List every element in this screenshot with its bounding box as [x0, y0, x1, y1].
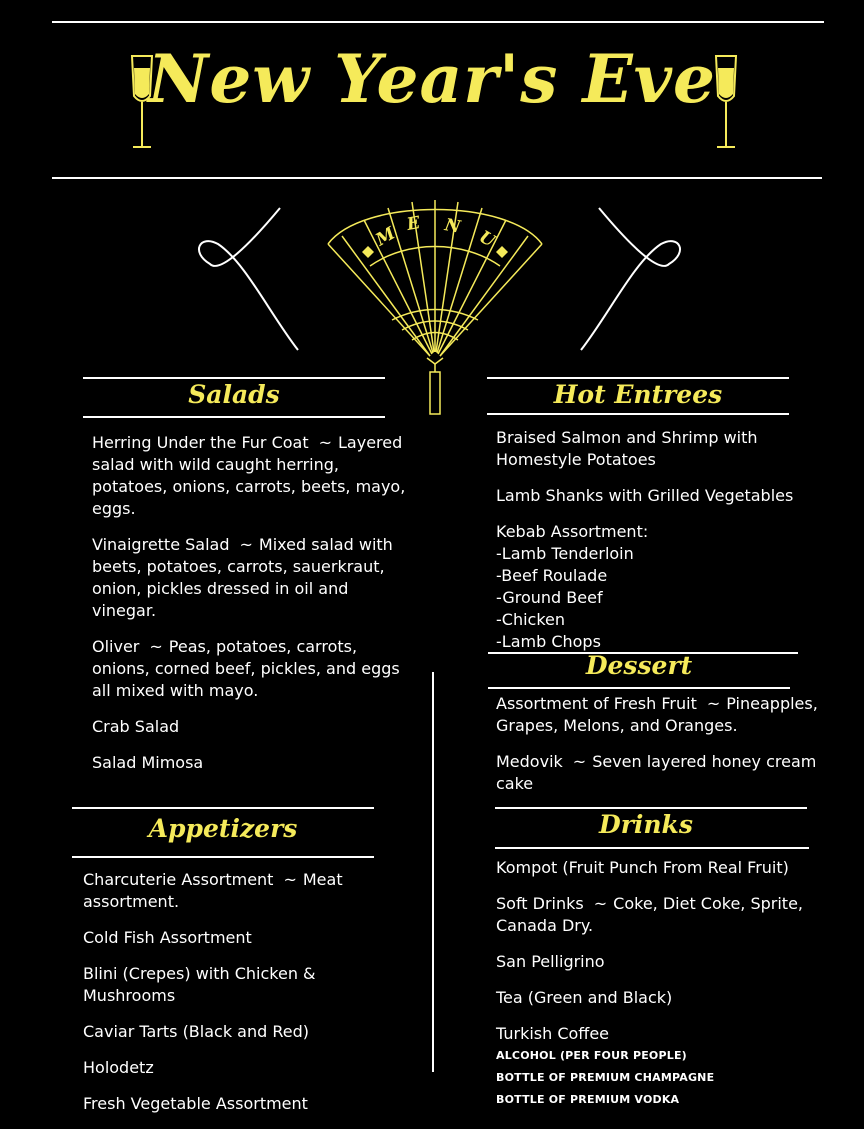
- item-description: Coke, Diet Coke, Sprite, Canada Dry.: [496, 894, 804, 935]
- list-item: Soft Drinks ~ Coke, Diet Coke, Sprite, Canada Dry.: [496, 894, 804, 935]
- list-item: [496, 857, 806, 879]
- item-name: Blini (Crepes) with Chicken & Mushrooms: [83, 964, 316, 1005]
- item-name: Vinaigrette Salad: [92, 535, 230, 554]
- item-description: Layered salad with wild caught herring, potatoes, onions, carrots, beets, mayo, eggs.: [92, 433, 406, 518]
- item-name: Kompot (Fruit Punch From Real Fruit): [496, 858, 789, 877]
- sub-item: -Lamb Tenderloin: [496, 544, 634, 563]
- item-name: San Pelligrino: [496, 952, 605, 971]
- item-description: Meat assortment.: [83, 870, 343, 911]
- list-item: [83, 963, 373, 1007]
- item-name: Tea (Green and Black): [496, 988, 673, 1007]
- header-top-rule: [52, 21, 824, 23]
- sub-item: -Ground Beef: [496, 588, 603, 607]
- item-name: Holodetz: [83, 1058, 154, 1077]
- list-item: Oliver ~ Peas, potatoes, carrots, onions, corned beef, pickles, and eggs all mixed with mayo.: [92, 637, 400, 700]
- page-title: New Year's Eve: [147, 40, 716, 118]
- hot-entrees-list: [496, 427, 796, 667]
- list-item: [83, 1021, 373, 1043]
- right-flourish-icon: [574, 204, 689, 354]
- list-item: [496, 987, 806, 1009]
- left-flourish-icon: [190, 204, 305, 354]
- alcohol-note: ALCOHOL (PER FOUR PEOPLE): [496, 1049, 687, 1062]
- header-bottom-rule: [52, 177, 822, 179]
- item-description: Peas, potatoes, carrots, onions, corned beef, pickles, and eggs all mixed with mayo.: [92, 637, 400, 700]
- salads-bottom-rule: [83, 416, 385, 418]
- emblem-letter: U: [475, 227, 499, 252]
- list-item: Medovik ~ Seven layered honey cream cake: [496, 752, 817, 793]
- item-name: Kebab Assortment:: [496, 522, 649, 541]
- drinks-heading: Drinks: [599, 810, 693, 839]
- item-name: Turkish Coffee: [496, 1024, 610, 1043]
- drinks-list: [496, 857, 806, 1111]
- list-item: Vinaigrette Salad ~ Mixed salad with beets, potatoes, carrots, sauerkraut, onion, pickles dressed in oil and vinegar.: [92, 535, 393, 620]
- list-item: Herring Under the Fur Coat ~ Layered salad with wild caught herring, potatoes, onions, carrots, beets, mayo, eggs.: [92, 433, 406, 518]
- hot-entrees-heading: Hot Entrees: [553, 380, 723, 409]
- list-item: [496, 521, 796, 653]
- appetizers-top-rule: [72, 807, 374, 809]
- list-item: Assortment of Fresh Fruit ~ Pineapples, Grapes, Melons, and Oranges.: [496, 694, 818, 735]
- list-item: [92, 716, 412, 738]
- item-description: Pineapples, Grapes, Melons, and Oranges.: [496, 694, 818, 735]
- emblem-letter: E: [405, 212, 422, 235]
- sub-item: -Beef Roulade: [496, 566, 608, 585]
- salads-heading: Salads: [188, 380, 280, 409]
- list-item: [496, 427, 796, 471]
- item-name: Assortment of Fresh Fruit: [496, 694, 697, 713]
- item-name: Fresh Vegetable Assortment: [83, 1094, 308, 1113]
- alcohol-note: BOTTLE OF PREMIUM VODKA: [496, 1093, 680, 1106]
- dessert-heading: Dessert: [585, 651, 693, 680]
- item-name: Herring Under the Fur Coat: [92, 433, 309, 452]
- emblem-letter: M: [372, 223, 399, 251]
- sub-item: -Chicken: [496, 610, 566, 629]
- list-item: [83, 927, 373, 949]
- sub-item: -Lamb Chops: [496, 632, 601, 651]
- list-item: [83, 1093, 373, 1115]
- item-name: Lamb Shanks with Grilled Vegetables: [496, 486, 794, 505]
- list-item: [92, 752, 412, 774]
- list-item: Charcuterie Assortment ~ Meat assortment.: [83, 870, 343, 911]
- list-item: [83, 1057, 373, 1079]
- item-description: Seven layered honey cream cake: [496, 752, 817, 793]
- salads-list: [92, 432, 412, 788]
- list-item: [496, 485, 796, 507]
- hot-entrees-bottom-rule: [487, 413, 789, 415]
- item-description: Mixed salad with beets, potatoes, carrots, sauerkraut, onion, pickles dressed in oil and vinegar.: [92, 535, 393, 620]
- appetizers-heading: Appetizers: [148, 814, 298, 843]
- dessert-list: [496, 693, 826, 809]
- appetizers-list: [83, 869, 373, 1129]
- column-divider: [432, 672, 434, 1072]
- item-name: Cold Fish Assortment: [83, 928, 252, 947]
- item-name: Caviar Tarts (Black and Red): [83, 1022, 310, 1041]
- alcohol-note: BOTTLE OF PREMIUM CHAMPAGNE: [496, 1071, 715, 1084]
- drinks-bottom-rule: [495, 847, 809, 849]
- item-name: Soft Drinks: [496, 894, 584, 913]
- item-name: Charcuterie Assortment: [83, 870, 274, 889]
- list-item: [496, 951, 806, 973]
- item-name: Braised Salmon and Shrimp with Homestyle Potatoes: [496, 428, 758, 469]
- drinks-top-rule: [495, 807, 807, 809]
- appetizers-bottom-rule: [72, 856, 374, 858]
- item-name: Oliver: [92, 637, 140, 656]
- dessert-bottom-rule: [488, 687, 790, 689]
- item-name: Crab Salad: [92, 717, 180, 736]
- item-name: Salad Mimosa: [92, 753, 204, 772]
- hot-entrees-top-rule: [487, 377, 789, 379]
- salads-top-rule: [83, 377, 385, 379]
- item-name: Medovik: [496, 752, 563, 771]
- emblem-letter: N: [443, 215, 462, 238]
- list-item: [496, 1023, 806, 1045]
